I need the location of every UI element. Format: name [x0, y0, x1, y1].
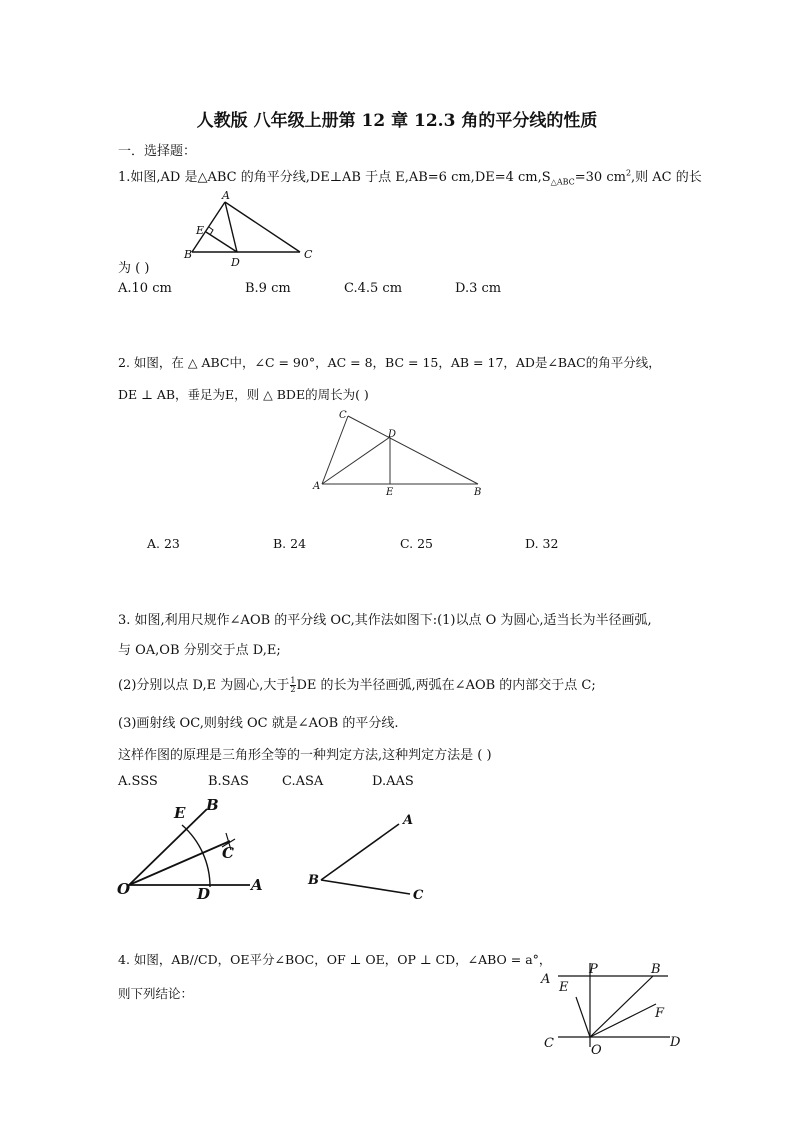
- q1-label-e: E: [196, 224, 205, 237]
- q3-angle-label-b: B: [308, 873, 319, 888]
- q4-label-o: O: [591, 1043, 602, 1058]
- q3-figure-construction: [112, 795, 272, 903]
- q4-ray-of: [590, 1004, 656, 1037]
- q3-line5: 这样作图的原理是三角形全等的一种判定方法,这种判定方法是 ( ): [118, 748, 492, 763]
- q1-text-c: ,则 AC 的长: [631, 170, 702, 185]
- q1-side-ac: [225, 202, 300, 252]
- q2-option-a[interactable]: A. 23: [147, 536, 180, 551]
- q4-label-a: A: [541, 972, 551, 987]
- q1-label-a: A: [222, 189, 230, 202]
- q3-line1: 3. 如图,利用尺规作∠AOB 的平分线 OC,其作法如图下:(1)以点 O 为圆心,适当长为半径画弧,: [118, 613, 652, 628]
- q4-ray-oe: [576, 997, 590, 1037]
- q3-label-a: A: [251, 876, 263, 894]
- q4-label-p: P: [589, 962, 598, 977]
- q1-text-a: 1.如图,AD 是△ABC 的角平分线,DE⊥AB 于点 E,AB=6 cm,DE=4 cm,S: [118, 170, 551, 185]
- q3-label-o: O: [117, 880, 131, 898]
- q4-label-b: B: [651, 962, 661, 977]
- q3-option-d[interactable]: D.AAS: [372, 774, 414, 789]
- q3-option-b[interactable]: B.SAS: [208, 774, 249, 789]
- q3-label-b: B: [206, 796, 219, 814]
- q4-line1: 4. 如图，AB//CD，OE平分∠BOC，OF ⊥ OE，OP ⊥ CD，∠ABO = a°，: [118, 952, 552, 967]
- q2-side-ca: [322, 416, 348, 484]
- section-heading: 一．选择题：: [118, 144, 197, 159]
- q1-text: [118, 166, 702, 187]
- q2-bisector-ad: [322, 437, 390, 484]
- q2-option-b[interactable]: B. 24: [273, 536, 307, 551]
- q1-option-b[interactable]: B.9 cm: [245, 281, 291, 296]
- q2-label-d: D: [388, 429, 397, 440]
- q4-label-c: C: [544, 1036, 554, 1051]
- q3-option-c[interactable]: C.ASA: [282, 774, 324, 789]
- q3-ray-ob: [129, 809, 207, 885]
- q2-label-c: C: [339, 410, 347, 421]
- q3-fraction: [290, 677, 295, 694]
- q2-label-a: A: [313, 481, 321, 492]
- q2-option-d[interactable]: D. 32: [525, 536, 559, 551]
- q1-label-b: B: [184, 248, 193, 261]
- q3-option-a[interactable]: A.SSS: [118, 774, 158, 789]
- q2-line1: 2. 如图，在 △ ABC中，∠C = 90°，AC = 8，BC = 15，AB = 17，AD是∠BAC的角平分线，: [118, 355, 661, 370]
- q3-label-c: C: [222, 844, 234, 862]
- q1-text-sub: △ABC: [550, 177, 575, 187]
- q1-text-b: =30 cm: [574, 170, 626, 185]
- q1-option-d[interactable]: D.3 cm: [455, 281, 502, 296]
- q1-option-a[interactable]: A.10 cm: [118, 281, 172, 296]
- q3-angle-label-c: C: [413, 888, 424, 903]
- q2-label-e: E: [386, 487, 394, 498]
- q3-frac-den: 2: [290, 685, 296, 694]
- q3-line4: (3)画射线 OC,则射线 OC 就是∠AOB 的平分线.: [118, 716, 399, 731]
- q4-label-d: D: [670, 1035, 681, 1050]
- q3-line2: 与 OA,OB 分别交于点 D,E;: [118, 643, 281, 658]
- q1-label-c: C: [304, 248, 313, 261]
- q4-label-e: E: [559, 980, 569, 995]
- q2-line2: DE ⊥ AB，垂足为E，则 △ BDE的周长为( ): [118, 387, 369, 402]
- q4-line2: 则下列结论：: [118, 986, 194, 1001]
- q3-angle-ray-ba: [321, 824, 399, 880]
- q3-figure-angle: [303, 806, 433, 902]
- q4-ray-ob: [590, 976, 653, 1037]
- q3-line3-a: (2)分别以点 D,E 为圆心,大于: [118, 678, 290, 693]
- q1-text-sup: 2: [625, 168, 632, 178]
- q3-label-d: D: [197, 885, 211, 903]
- q1-option-c[interactable]: C.4.5 cm: [344, 281, 403, 296]
- q3-angle-label-a: A: [403, 813, 414, 828]
- q3-frac-num: 1: [290, 676, 296, 685]
- q2-figure: [308, 406, 498, 498]
- q3-line3: [118, 674, 596, 694]
- q3-label-e: E: [174, 804, 186, 822]
- q2-option-c[interactable]: C. 25: [400, 536, 433, 551]
- q1-label-d: D: [231, 256, 240, 269]
- page-title: 人教版 八年级上册第 12 章 12.3 角的平分线的性质: [196, 111, 598, 131]
- q1-text-cont: 为 ( ): [118, 261, 150, 276]
- q1-figure: [180, 188, 330, 270]
- q3-ray-oc: [129, 841, 230, 885]
- q4-figure: [538, 955, 688, 1057]
- q3-angle-ray-bc: [321, 880, 410, 894]
- q2-side-cb: [348, 416, 478, 484]
- q3-line3-b: DE 的长为半径画弧,两弧在∠AOB 的内部交于点 C;: [296, 678, 596, 693]
- q2-label-b: B: [474, 487, 482, 498]
- q4-label-f: F: [655, 1006, 665, 1021]
